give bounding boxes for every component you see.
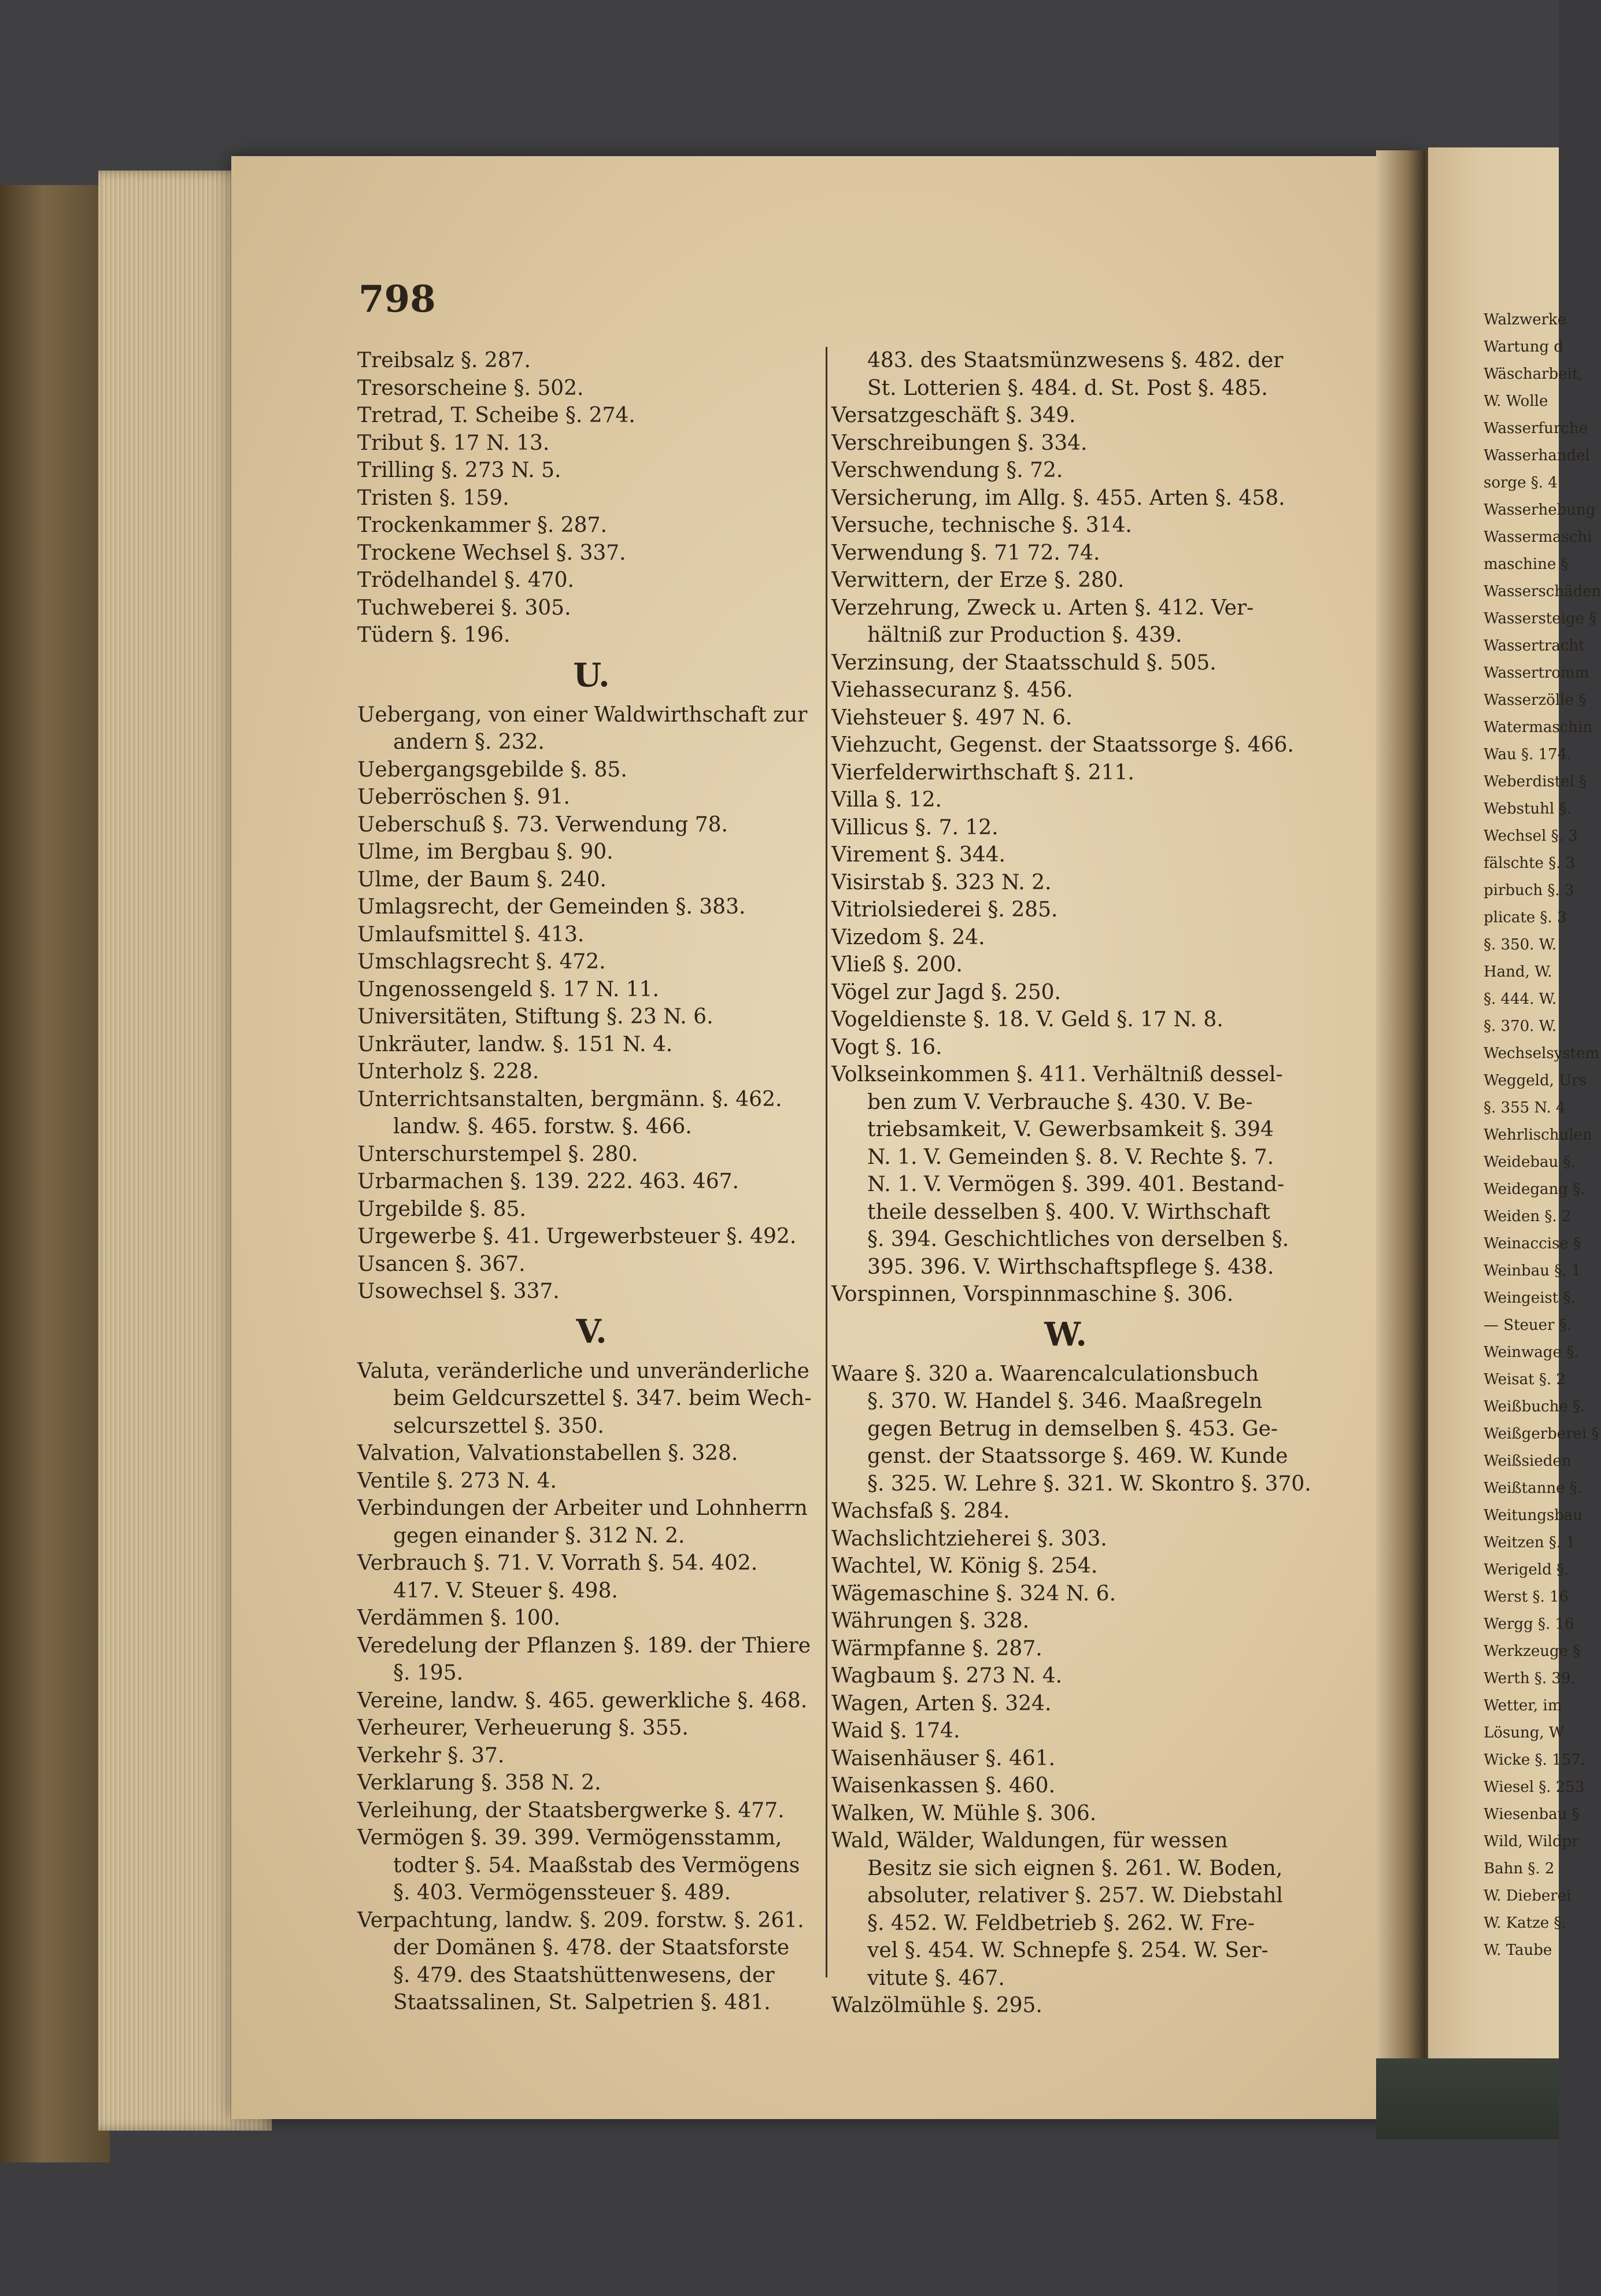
index-entry: Versicherung, im Allg. §. 455. Arten §. 458. [831,486,1285,510]
facing-page-entry-fragment: Lösung, W [1484,1724,1565,1742]
facing-page-entry-fragment: Wild, Wildpr [1484,1833,1579,1850]
facing-page-entry-fragment: Wartung d [1484,338,1563,356]
index-entry-continuation: absoluter, relativer §. 257. W. Diebstahl [867,1884,1283,1907]
index-entry-continuation: beim Geldcurszettel §. 347. beim Wech- [393,1387,812,1410]
index-entry: Tribut §. 17 N. 13. [357,431,550,455]
book-cover-edge [0,185,110,2162]
facing-page-entry-fragment: maschine § [1484,556,1569,573]
index-entry: Villicus §. 7. 12. [831,815,999,840]
facing-page-entry-fragment: Wasserzölle § [1484,692,1587,709]
index-entry: Trockenkammer §. 287. [357,513,607,537]
index-entry: Verheurer, Verheuerung §. 355. [357,1716,689,1740]
index-entry: Unkräuter, landw. §. 151 N. 4. [357,1032,673,1056]
facing-page-entry-fragment: Werth §. 39. [1484,1670,1576,1687]
index-entry: Wachtel, W. König §. 254. [831,1554,1098,1578]
facing-page-entry-fragment: Wasserhandel [1484,447,1590,464]
index-entry: Valvation, Valvationstabellen §. 328. [357,1441,738,1465]
index-entry-continuation: 417. V. Steuer §. 498. [393,1578,618,1603]
index-entry: Vereine, landw. §. 465. gewerkliche §. 468. [357,1688,808,1713]
index-entry: Vizedom §. 24. [831,925,985,949]
index-entry: Unterrichtsanstalten, bergmänn. §. 462. [357,1087,782,1111]
index-entry: Wachslichtzieherei §. 303. [831,1526,1107,1551]
index-entry: Usowechsel §. 337. [357,1280,560,1303]
index-entry: Ulme, der Baum §. 240. [357,867,607,892]
index-entry: Verschwendung §. 72. [831,459,1063,482]
facing-page-entry-fragment: Bahn §. 2 [1484,1860,1555,1877]
index-entry-continuation: §. 394. Geschichtliches von derselben §. [867,1228,1289,1251]
index-entry-continuation: landw. §. 465. forstw. §. 466. [393,1115,692,1138]
facing-page-entry-fragment: §. 444. W. [1484,990,1557,1008]
facing-page-entry-fragment: Weisat §. 2 [1484,1371,1566,1388]
index-entry-continuation: andern §. 232. [393,730,545,754]
facing-page-entry-fragment: Wassersteige § [1484,610,1597,627]
section-letter-heading: V. [576,1312,607,1351]
index-entry: Umlaufsmittel §. 413. [357,922,585,947]
facing-page-entry-fragment: Weingeist §. [1484,1289,1576,1307]
facing-page-entry-fragment: Weggeld, Urs [1484,1072,1587,1089]
index-entry: Währungen §. 328. [831,1609,1030,1633]
index-entry: Verwittern, der Erze §. 280. [831,568,1125,592]
facing-page-entry-fragment: Weiden §. 2 [1484,1208,1572,1225]
index-entry: Vögel zur Jagd §. 250. [831,980,1061,1004]
index-entry-continuation: Besitz sie sich eignen §. 261. W. Boden, [867,1856,1283,1880]
index-entry: Wagbaum §. 273 N. 4. [831,1664,1063,1688]
index-column-right [828,347,1311,2017]
facing-page-entry-fragment: Wäscharbeit, [1484,365,1583,383]
index-entry-continuation: §. 370. W. Handel §. 346. Maaßregeln [867,1389,1263,1413]
index-entry-continuation: 483. des Staatsmünzwesens §. 482. der [867,349,1284,372]
facing-page-entry-fragment: Wetter, im [1484,1697,1562,1714]
facing-page-entry-fragment: Wasserhebung [1484,501,1596,519]
index-entry: Urbarmachen §. 139. 222. 463. 467. [357,1170,739,1193]
index-entry: Tresorscheine §. 502. [357,376,584,400]
facing-page-entry-fragment: Werkzeuge § [1484,1643,1581,1660]
index-entry: Walken, W. Mühle §. 306. [831,1801,1097,1825]
index-entry: Trödelhandel §. 470. [357,568,574,592]
index-entry: Valuta, veränderliche und unveränderliche [357,1359,809,1383]
index-entry-continuation: hältniß zur Production §. 439. [867,623,1182,647]
index-entry: Unterschurstempel §. 280. [357,1142,638,1166]
index-entry: Viehzucht, Gegenst. der Staatssorge §. 466. [831,733,1294,757]
facing-page-entry-fragment: Weinbau §. 1 [1484,1262,1581,1280]
index-entry-continuation: 395. 396. V. Wirthschaftspflege §. 438. [867,1255,1274,1279]
binding-corner [1376,2058,1559,2139]
facing-page-entry-fragment: Weißsieden [1484,1452,1572,1470]
facing-page-entry-fragment: Weinwage §. [1484,1344,1579,1361]
index-entry-continuation: vitute §. 467. [867,1966,1005,1990]
index-entry: Uebergangsgebilde §. 85. [357,757,627,782]
index-entry-continuation: §. 403. Vermögenssteuer §. 489. [393,1881,731,1905]
facing-page-entry-fragment: Wassertromm [1484,664,1589,682]
facing-page-entry-fragment: Wasserfurche [1484,420,1588,437]
index-entry: Tüdern §. 196. [357,623,511,647]
facing-page-entry-fragment: §. 370. W. [1484,1018,1557,1035]
index-entry-continuation: vel §. 454. W. Schnepfe §. 254. W. Ser- [867,1939,1269,1962]
facing-page-entry-fragment: Wiesel §. 253 [1484,1779,1585,1796]
index-entry: Uebergang, von einer Waldwirthschaft zur [357,703,808,727]
index-entry-continuation: ben zum V. Verbrauche §. 430. V. Be- [867,1090,1253,1114]
facing-page-entry-fragment: pirbuch §. 3 [1484,882,1574,899]
index-entry: Verschreibungen §. 334. [831,431,1088,455]
index-entry: Ueberröschen §. 91. [357,785,570,809]
index-entry: Trilling §. 273 N. 5. [357,459,561,482]
facing-page-entry-fragment: W. Dieberei [1484,1887,1572,1905]
facing-page-entry-fragment: Werigeld §. [1484,1561,1569,1578]
facing-page-entry-fragment: Weitungsbau [1484,1507,1583,1524]
index-entry-continuation: §. 195. [393,1661,464,1685]
index-entry: Waisenhäuser §. 461. [831,1746,1056,1770]
facing-page-entry-fragment: Webstuhl §. [1484,800,1572,818]
index-entry: Verbindungen der Arbeiter und Lohnherrn [357,1496,808,1520]
facing-page-entry-fragment: Weißgerberei § [1484,1425,1599,1443]
facing-page-entry-fragment: Wassermaschi [1484,528,1592,546]
facing-page-entry-fragment: Weberdistel § [1484,773,1587,790]
index-entry: Vließ §. 200. [831,953,963,977]
facing-page-entry-fragment: Walzwerke [1484,311,1567,328]
index-entry: Waid §. 174. [831,1719,960,1743]
index-entry: Waisenkassen §. 460. [831,1774,1056,1798]
index-entry: Tuchweberei §. 305. [357,596,571,620]
index-entry-continuation: gegen einander §. 312 N. 2. [393,1524,685,1548]
index-entry: Ulme, im Bergbau §. 90. [357,840,613,864]
index-entry: Universitäten, Stiftung §. 23 N. 6. [357,1005,713,1029]
index-entry: Vogeldienste §. 18. V. Geld §. 17 N. 8. [831,1008,1223,1031]
facing-page-entry-fragment: Wehrlischulen [1484,1126,1592,1144]
index-entry-continuation: der Domänen §. 478. der Staatsforste [393,1936,790,1959]
facing-page-entry-fragment: Wassertracht [1484,637,1585,655]
facing-page-entry-fragment: Weißbuche §. [1484,1398,1585,1415]
index-entry: Ueberschuß §. 73. Verwendung 78. [357,812,728,837]
facing-page-entry-fragment: §. 350. W. [1484,936,1557,953]
index-entry: Urgebilde §. 85. [357,1197,526,1221]
index-entry: Virement §. 344. [831,843,1005,867]
facing-page-entry-fragment: Weidegang §. [1484,1181,1585,1198]
index-entry-continuation: St. Lotterien §. 484. d. St. Post §. 485. [867,376,1268,400]
index-entry: Volkseinkommen §. 411. Verhältniß dessel- [831,1063,1283,1086]
index-entry: Villa §. 12. [831,788,942,812]
index-entry: Ungenossengeld §. 17 N. 11. [357,977,659,1001]
facing-page-entry-fragment: Werst §. 16 [1484,1588,1569,1606]
index-entry-continuation: §. 479. des Staatshüttenwesens, der [393,1963,775,1987]
index-entry: Viehassecuranz §. 456. [831,678,1073,702]
background-bottom [0,2116,1559,2296]
index-entry: Wachsfaß §. 284. [831,1499,1010,1523]
index-entry: Versuche, technische §. 314. [831,513,1132,537]
facing-page-entry-fragment: Watermaschin [1484,719,1593,736]
facing-page-entry-fragment: Wiesenbau § [1484,1806,1580,1823]
facing-page-entry-fragment: Wicke §. 157. [1484,1751,1585,1769]
index-entry: Walzölmühle §. 295. [831,1994,1042,2017]
index-entry: Vorspinnen, Vorspinnmaschine §. 306. [831,1282,1234,1306]
index-entry: Visirstab §. 323 N. 2. [831,870,1052,894]
facing-page-entry-fragment: Hand, W. [1484,963,1552,981]
facing-page-entry-fragment: Wau §. 174. [1484,746,1572,763]
facing-page-entry-fragment: fälschte §. 3 [1484,855,1576,872]
facing-page-entry-fragment: Wergg §. 16 [1484,1615,1574,1633]
column-divider [826,347,827,1977]
index-entry: Verzehrung, Zweck u. Arten §. 412. Ver- [831,596,1254,620]
facing-page-text [1473,306,1601,1964]
index-column-left [357,347,826,2017]
section-letter-heading: U. [573,656,610,694]
index-entry: Verklarung §. 358 N. 2. [357,1771,601,1795]
index-entry-continuation: theile desselben §. 400. V. Wirthschaft [867,1200,1270,1224]
facing-page-entry-fragment: — Steuer §. [1484,1317,1572,1334]
index-entry-continuation: gegen Betrug in demselben §. 453. Ge- [867,1417,1278,1441]
index-entry: Tretrad, T. Scheibe §. 274. [357,404,635,427]
index-entry: Unterholz §. 228. [357,1060,539,1084]
index-entry: Wägemaschine §. 324 N. 6. [831,1581,1116,1606]
index-entry: Urgewerbe §. 41. Urgewerbsteuer §. 492. [357,1225,797,1248]
index-entry: Usancen §. 367. [357,1252,526,1276]
index-entry: Wald, Wälder, Waldungen, für wessen [831,1829,1228,1853]
index-entry: Trockene Wechsel §. 337. [357,541,626,565]
page-number: 798 [358,278,436,321]
facing-page-entry-fragment: W. Wolle [1484,393,1548,410]
index-entry-continuation: N. 1. V. Gemeinden §. 8. V. Rechte §. 7. [867,1145,1274,1169]
index-entry-continuation: §. 325. W. Lehre §. 321. W. Skontro §. 370. [867,1471,1311,1496]
index-entry-continuation: selcurszettel §. 350. [393,1414,604,1438]
section-letter-heading: W. [1044,1315,1087,1354]
facing-page-entry-fragment: Wasserschäden [1484,583,1601,600]
index-entry: Wagen, Arten §. 324. [831,1691,1052,1715]
index-entry: Vitriolsiederei §. 285. [831,898,1058,922]
facing-page-entry-fragment: Weitzen §. 1 [1484,1534,1576,1551]
facing-page-entry-fragment: §. 355 N. 4 [1484,1099,1566,1116]
facing-page-entry-fragment: Wechsel §. 3 [1484,827,1578,845]
index-entry-continuation: Staatssalinen, St. Salpetrien §. 481. [393,1991,771,2014]
index-entry: Verleihung, der Staatsbergwerke §. 477. [357,1798,785,1822]
index-entry: Veredelung der Pflanzen §. 189. der Thiere [357,1633,811,1658]
index-entry-continuation: triebsamkeit, V. Gewerbsamkeit §. 394 [867,1118,1274,1141]
facing-page-entry-fragment: sorge §. 4 [1484,474,1558,491]
index-entry-continuation: todter §. 54. Maaßstab des Vermögens [393,1853,800,1877]
facing-page-entry-fragment: Wechselsystem [1484,1045,1600,1062]
index-entry-continuation: §. 452. W. Feldbetrieb §. 262. W. Fre- [867,1911,1255,1935]
index-entry: Waare §. 320 a. Waarencalculationsbuch [831,1362,1259,1386]
index-entry: Vermögen §. 39. 399. Vermögensstamm, [357,1826,782,1850]
index-entry: Verdämmen §. 100. [357,1606,560,1630]
index-entry: Wärmpfanne §. 287. [831,1636,1042,1661]
index-entry: Treibsalz §. 287. [357,349,531,372]
index-entry-continuation: N. 1. V. Vermögen §. 399. 401. Bestand- [867,1173,1285,1196]
index-entry: Ventile §. 273 N. 4. [357,1469,557,1493]
index-entry: Verbrauch §. 71. V. Vorrath §. 54. 402. [357,1551,758,1575]
index-entry: Verpachtung, landw. §. 209. forstw. §. 261. [357,1908,804,1932]
facing-page-entry-fragment: Weinaccise § [1484,1235,1581,1252]
facing-page-entry-fragment: Weißtanne §. [1484,1480,1582,1497]
index-entry: Verzinsung, der Staatsschuld §. 505. [831,650,1217,675]
index-entry-continuation: genst. der Staatssorge §. 469. W. Kunde [867,1444,1288,1468]
index-entry: Versatzgeschäft §. 349. [831,404,1076,427]
facing-page-entry-fragment: plicate §. 3 [1484,909,1567,926]
index-entry: Umschlagsrecht §. 472. [357,950,606,974]
index-entry: Tristen §. 159. [357,486,509,510]
index-entry: Verkehr §. 37. [357,1743,505,1768]
index-entry: Umlagsrecht, der Gemeinden §. 383. [357,895,746,919]
facing-page-entry-fragment: Weidebau §. [1484,1153,1576,1171]
facing-page-entry-fragment: W. Taube [1484,1942,1552,1959]
index-entry: Vogt §. 16. [831,1035,942,1059]
index-entry: Vierfelderwirthschaft §. 211. [831,760,1134,785]
facing-page-entry-fragment: W. Katze §. [1484,1914,1566,1932]
index-entry: Viehsteuer §. 497 N. 6. [831,705,1073,730]
index-entry: Verwendung §. 71 72. 74. [831,541,1100,565]
